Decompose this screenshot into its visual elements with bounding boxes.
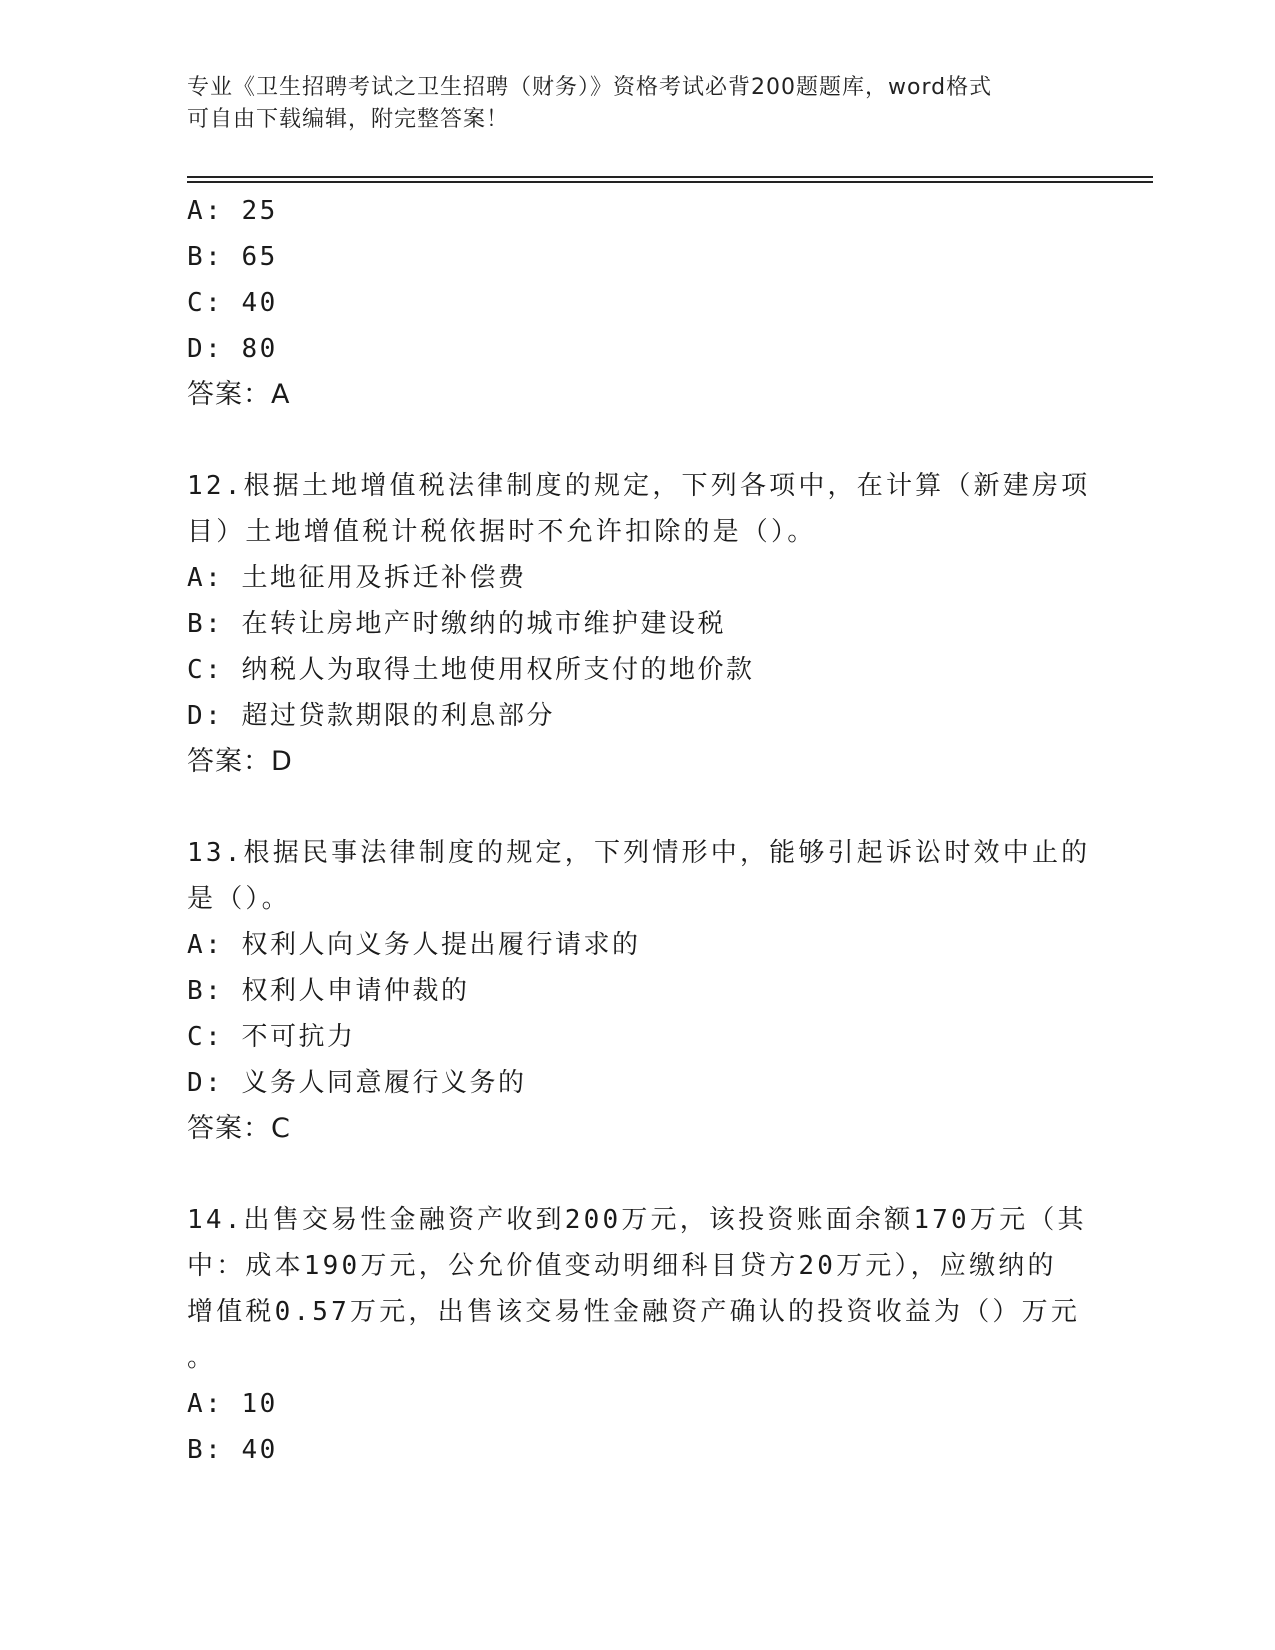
question-text: 增值税0.57万元，出售该交易性金融资产确认的投资收益为（）万元 — [187, 1297, 1081, 1327]
option-d: D: 超过贷款期限的利息部分 — [187, 701, 555, 731]
question-12 — [187, 463, 1091, 785]
option-b: B: 在转让房地产时缴纳的城市维护建设税 — [187, 609, 726, 639]
header-line-1: 专业《卫生招聘考试之卫生招聘（财务）》资格考试必背200题题库，word格式 — [187, 75, 993, 100]
question-text: 。 — [187, 1343, 217, 1373]
document-header — [187, 72, 1087, 136]
question-text: 中：成本190万元，公允价值变动明细科目贷方20万元），应缴纳的 — [187, 1251, 1057, 1281]
document-body — [187, 188, 1091, 1473]
option-c: C: 不可抗力 — [187, 1022, 356, 1052]
answer: 答案：A — [187, 379, 291, 410]
question-13 — [187, 830, 1091, 1152]
header-line-2: 可自由下载编辑，附完整答案！ — [187, 107, 510, 132]
answer: 答案：C — [187, 1113, 291, 1144]
question-text: 14.出售交易性金融资产收到200万元，该投资账面余额170万元（其 — [187, 1205, 1087, 1235]
option-b: B: 权利人申请仲裁的 — [187, 976, 470, 1006]
option-a: A: 10 — [187, 1389, 278, 1419]
option-d: D: 80 — [187, 334, 278, 364]
spacer — [187, 1152, 1087, 1197]
question-14 — [187, 1197, 1087, 1473]
spacer — [187, 785, 1087, 830]
option-c: C: 纳税人为取得土地使用权所支付的地价款 — [187, 655, 755, 685]
option-a: A: 权利人向义务人提出履行请求的 — [187, 930, 641, 960]
answer: 答案：D — [187, 746, 293, 777]
spacer — [187, 418, 1087, 463]
question-text: 12.根据土地增值税法律制度的规定，下列各项中，在计算（新建房项 — [187, 471, 1091, 501]
option-b: B: 65 — [187, 242, 278, 272]
option-a: A: 土地征用及拆迁补偿费 — [187, 563, 527, 593]
question-text: 13.根据民事法律制度的规定，下列情形中，能够引起诉讼时效中止的 — [187, 838, 1091, 868]
option-d: D: 义务人同意履行义务的 — [187, 1068, 527, 1098]
question-text: 是（）。 — [187, 884, 291, 914]
header-divider-top — [187, 176, 1153, 178]
header-divider-bottom — [187, 181, 1153, 183]
option-b: B: 40 — [187, 1435, 278, 1465]
option-c: C: 40 — [187, 288, 278, 318]
question-11 — [187, 188, 1087, 418]
question-text: 目）土地增值税计税依据时不允许扣除的是（）。 — [187, 517, 817, 547]
option-a: A: 25 — [187, 196, 278, 226]
